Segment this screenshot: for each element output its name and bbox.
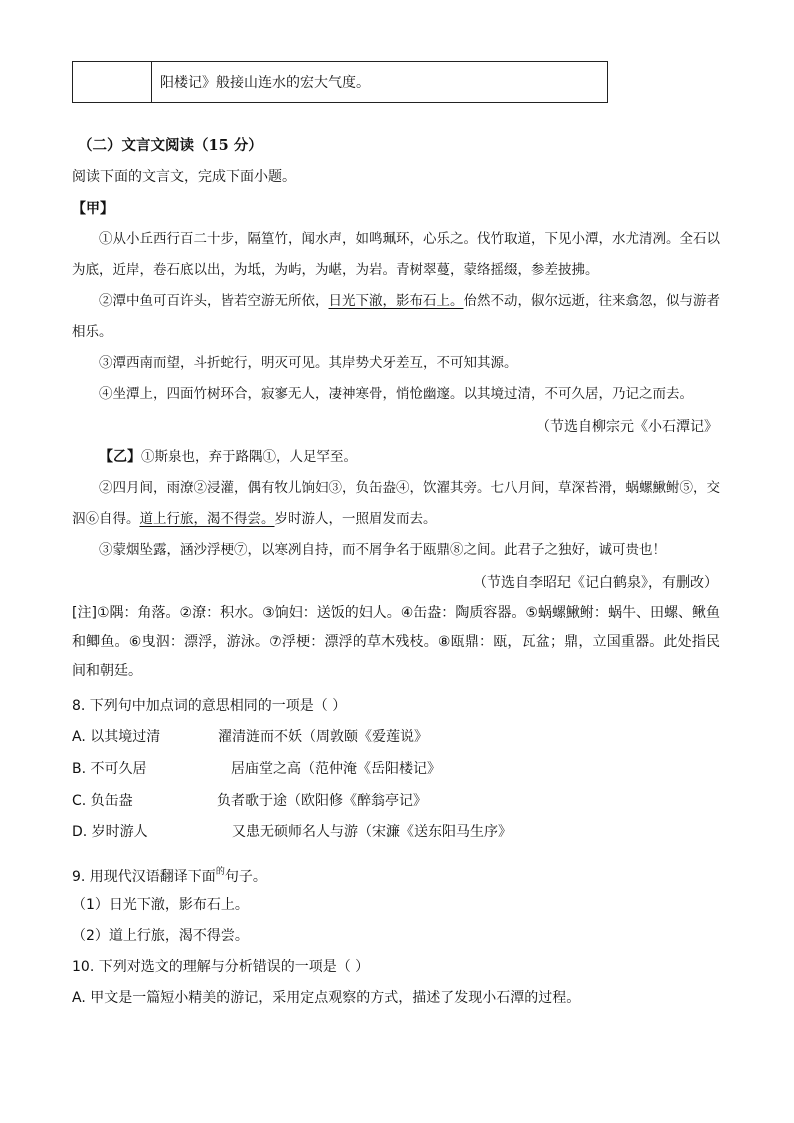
passage-yi-label: 【乙】 bbox=[99, 449, 141, 465]
table-cell-right: 阳楼记》般接山连水的宏大气度。 bbox=[152, 62, 608, 103]
q8-option-a-right: 濯清涟而不妖（周敦颐《爱莲说》 bbox=[218, 729, 428, 745]
q8-option-b-left: B. 不可久居 bbox=[72, 761, 147, 777]
q8-option-a-left: A. 以其境过清 bbox=[72, 729, 161, 745]
yi-p2-text-before: ②四月间，雨潦②浸灌，偶有牧儿饷妇③，负缶盎④，饮濯其旁。七八月间，草深苔滑，蜗螺鰍鲋⑤，交泅⑥自得。 bbox=[72, 480, 720, 527]
continuation-table bbox=[72, 61, 608, 103]
yi-paragraph-3: ③蒙烟坠露，涵沙浮梗⑦，以寒冽自持，而不屑争名于瓯鼎⑧之间。此君子之独好，诚可贵也！ bbox=[99, 542, 666, 558]
q8-option-d-right: 又患无硕师名人与游（宋濂《送东阳马生序》 bbox=[232, 824, 512, 840]
jia-p2-underlined: 日光下澈，影布石上。 bbox=[328, 293, 464, 309]
jia-p2-text-before: ②潭中鱼可百许头，皆若空游无所依， bbox=[99, 293, 329, 309]
yi-source: （节选自李昭玘《记白鹤泉》，有删改） bbox=[473, 575, 718, 591]
q8-option-c-right: 负者歌于途（欧阳修《醉翁亭记》 bbox=[217, 793, 427, 809]
jia-paragraph-3: ③潭西南而望，斗折蛇行，明灭可见。其岸势犬牙差互，不可知其源。 bbox=[99, 355, 518, 371]
jia-paragraph-4: ④坐潭上，四面竹树环合，寂寥无人，凄神寒骨，悄怆幽邃。以其境过清，不可久居，乃记之而去。 bbox=[99, 386, 693, 402]
q9-stem-part-b: 句子。 bbox=[224, 869, 267, 885]
q8-option-d-left: D. 岁时游人 bbox=[72, 824, 148, 840]
q8-option-b-right: 居庙堂之高（范仲淹《岳阳楼记》 bbox=[231, 761, 441, 777]
table-row bbox=[73, 62, 608, 103]
question-8-stem: 8. 下列句中加点词的意思相同的一项是（ ） bbox=[72, 698, 347, 714]
question-10-stem: 10. 下列对选文的理解与分析错误的一项是（ ） bbox=[72, 959, 370, 975]
question-9-stem bbox=[72, 862, 267, 887]
q10-option-a: A. 甲文是一篇短小精美的游记，采用定点观察的方式，描述了发现小石潭的过程。 bbox=[72, 990, 581, 1006]
jia-source: （节选自柳宗元《小石潭记》 bbox=[536, 419, 718, 435]
yi-p2-underlined: 道上行旅，渴不得尝。 bbox=[139, 511, 275, 527]
yi-paragraph-2 bbox=[72, 473, 720, 535]
annotation-notes: [注]①隅：角落。②潦：积水。③饷妇：送饭的妇人。④缶盎：陶质容器。⑤蜗螺鰍鲋：蜗牛、田螺、鳅鱼和鲫鱼。⑥曳泅：漂浮，游泳。⑦浮梗：漂浮的草木残枝。⑧瓯鼎：瓯，瓦盆；鼎，立国重器。此处指民间和朝廷。 bbox=[72, 605, 720, 679]
instruction-text: 阅读下面的文言文，完成下面小题。 bbox=[72, 169, 296, 185]
table-cell-left bbox=[73, 62, 152, 103]
jia-paragraph-1: ①从小丘西行百二十步，隔篁竹，闻水声，如鸣珮环，心乐之。伐竹取道，下见小潭，水尤清冽。全石以为底，近岸，卷石底以出，为坻，为屿，为嵁，为岩。青树翠蔓，蒙络摇缀，参差披拂。 bbox=[72, 231, 720, 278]
yi-p1-text: ①斯泉也，弃于路隅①，人足罕至。 bbox=[141, 449, 357, 465]
q8-option-c-left: C. 负缶盎 bbox=[72, 793, 133, 809]
jia-paragraph-2 bbox=[72, 286, 720, 348]
q9-stem-small-char: 的 bbox=[215, 867, 225, 877]
jia-p2-text-after: 佁然不动，俶尔远逝，往来翕忽，似与游者相乐。 bbox=[72, 293, 720, 340]
q9-sentence-1: （1）日光下澈，影布石上。 bbox=[72, 897, 249, 913]
section-title: （二）文言文阅读（15 分） bbox=[78, 137, 263, 154]
yi-paragraph-1 bbox=[99, 447, 357, 467]
passage-jia-label: 【甲】 bbox=[72, 201, 114, 217]
q9-sentence-2: （2）道上行旅，渴不得尝。 bbox=[72, 928, 249, 944]
q9-stem-part-a: 9. 用现代汉语翻译下面 bbox=[72, 869, 216, 885]
yi-p2-text-after: 岁时游人，一照眉发而去。 bbox=[274, 511, 437, 527]
